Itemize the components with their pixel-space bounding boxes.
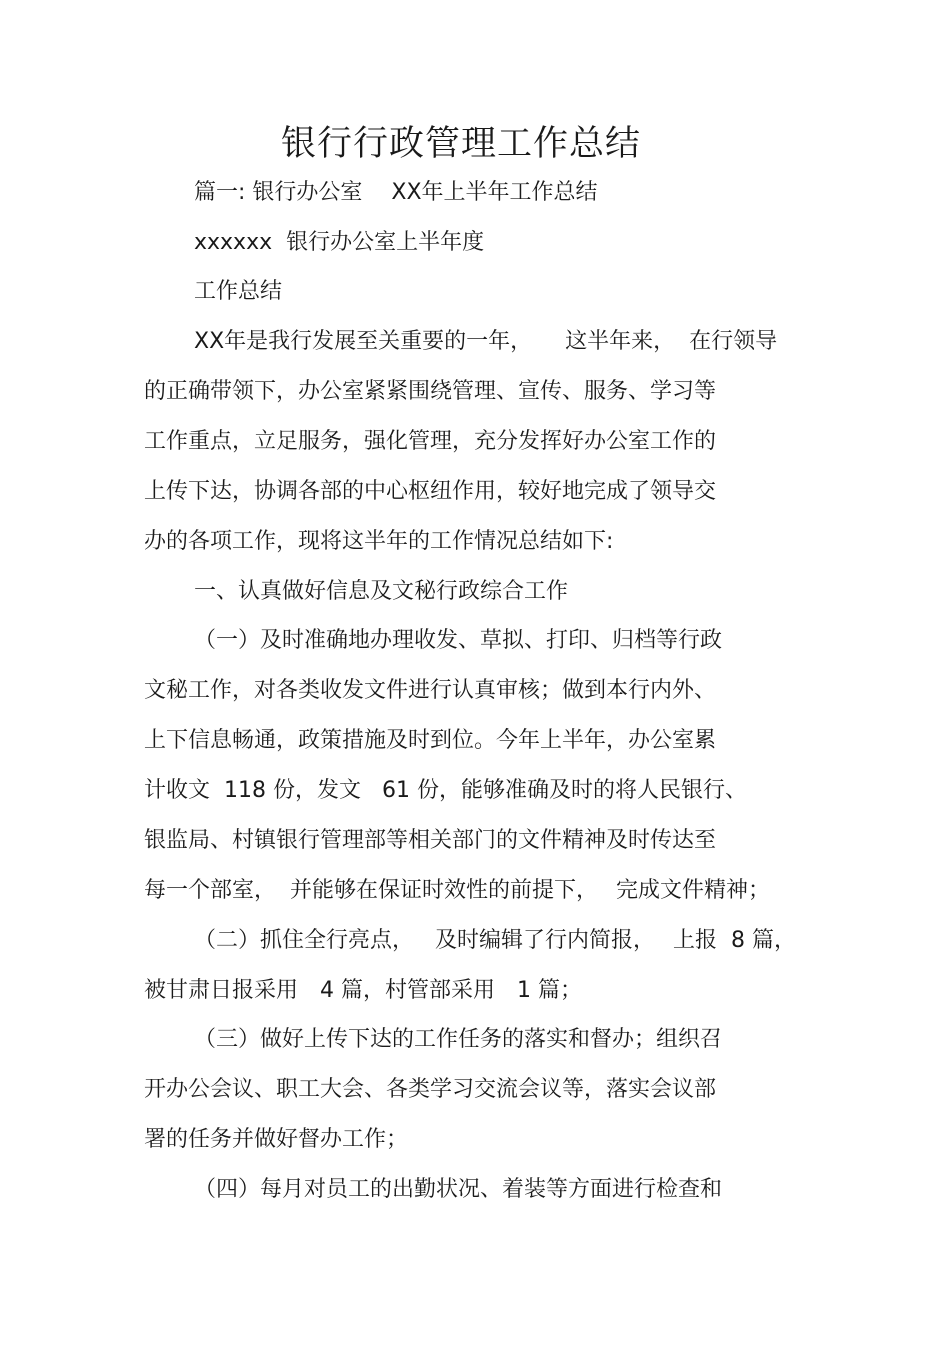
paragraph-line: xxxxxx 银行办公室上半年度 xyxy=(194,230,485,255)
paragraph-line: 文秘工作，对各类收发文件进行认真审核；做到本行内外、 xyxy=(144,678,717,703)
paragraph-line: 工作重点，立足服务，强化管理，充分发挥好办公室工作的 xyxy=(144,429,717,454)
paragraph-line: 每一个部室， 并能够在保证时效性的前提下， 完成文件精神； xyxy=(144,878,770,903)
paragraph-line: 工作总结 xyxy=(194,279,283,304)
paragraph-line: 篇一: 银行办公室 XX年上半年工作总结 xyxy=(194,180,598,205)
paragraph-line: 办的各项工作，现将这半年的工作情况总结如下: xyxy=(144,529,614,554)
paragraph-line: 的正确带领下，办公室紧紧围绕管理、宣传、服务、学习等 xyxy=(144,379,717,404)
paragraph-line: 开办公会议、职工大会、各类学习交流会议等，落实会议部 xyxy=(144,1077,717,1102)
paragraph-line: 上下信息畅通，政策措施及时到位。今年上半年，办公室累 xyxy=(144,728,717,753)
document-title: 银行行政管理工作总结 xyxy=(280,124,641,164)
paragraph-line: 上传下达，协调各部的中心枢纽作用，较好地完成了领导交 xyxy=(144,479,717,504)
paragraph-line: 计收文 118 份，发文 61 份，能够准确及时的将人民银行、 xyxy=(144,778,747,803)
paragraph-line: 被甘肃日报采用 4 篇，村管部采用 1 篇； xyxy=(144,978,582,1003)
paragraph-line: XX年是我行发展至关重要的一年， 这半年来， 在行领导 xyxy=(194,329,778,354)
paragraph-line: （四）每月对员工的出勤状况、着装等方面进行检查和 xyxy=(194,1177,723,1202)
section-heading: 一、认真做好信息及文秘行政综合工作 xyxy=(194,579,569,604)
paragraph-line: （二）抓住全行亮点， 及时编辑了行内简报， 上报 8 篇， xyxy=(194,928,796,953)
paragraph-line: （三）做好上传下达的工作任务的落实和督办；组织召 xyxy=(194,1027,723,1052)
paragraph-line: （一）及时准确地办理收发、草拟、打印、归档等行政 xyxy=(194,628,723,653)
paragraph-line: 署的任务并做好督办工作； xyxy=(144,1127,409,1152)
paragraph-line: 银监局、村镇银行管理部等相关部门的文件精神及时传达至 xyxy=(144,828,717,853)
